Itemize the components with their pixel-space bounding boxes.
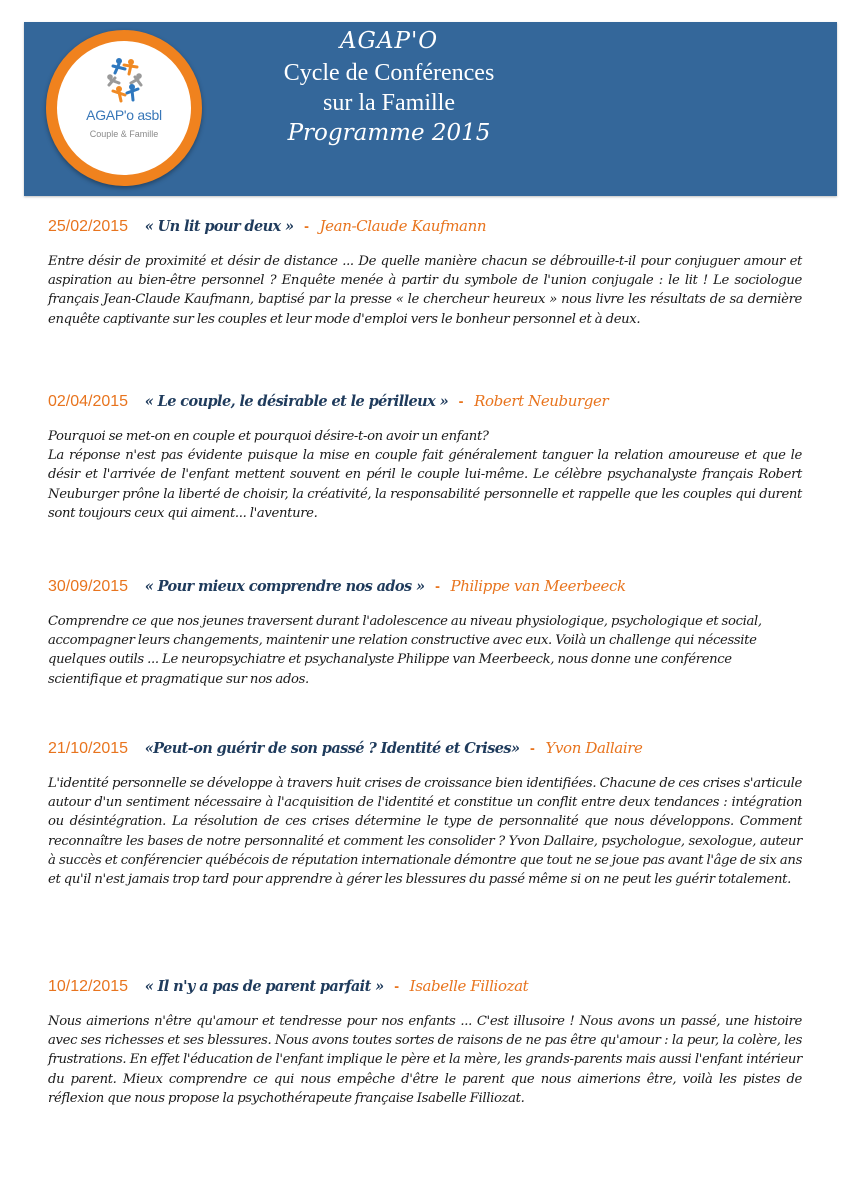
event-separator: - bbox=[458, 394, 464, 410]
logo-name: AGAP'o asbl bbox=[86, 107, 162, 123]
event-separator: - bbox=[304, 219, 309, 235]
event-description-block bbox=[48, 427, 802, 523]
event-title: «Peut-on guérir de son passé ? Identité et Crises» bbox=[144, 740, 520, 757]
event-speaker: Robert Neuburger bbox=[474, 392, 609, 410]
event-title: « Pour mieux comprendre nos ados » bbox=[144, 578, 425, 595]
logo bbox=[46, 30, 202, 186]
programme-title: Programme 2015 bbox=[287, 120, 491, 146]
event-date: 30/09/2015 bbox=[48, 578, 129, 595]
logo-tagline: Couple & Famille bbox=[89, 129, 159, 139]
org-title: AGAP'O bbox=[339, 28, 439, 54]
event-header bbox=[48, 390, 802, 413]
cycle-title-line-1: Cycle de Conférences bbox=[283, 60, 495, 86]
event-speaker: Yvon Dallaire bbox=[545, 739, 643, 757]
event-description: Nous aimerions n'être qu'amour et tendresse pour nos enfants ... C'est illusoire ! Nous avons un passé, une histoire avec ses richesses et ses blessures. Nous avons toutes sortes de raisons de ne pas être qu'amour : la peur, la colère, les frustrations. En effet l'éducation de l'enfant implique le père et la mère, les grands-parents mais aussi l'enfant intérieur du parent. Mieux comprendre ce qui nous empêche d'être le parent que nous aimerions être, voilà les pistes de réflexion que nous propose la psychothérapeute française Isabelle Filliozat. bbox=[48, 1014, 802, 1106]
event-item bbox=[48, 215, 802, 390]
event-separator: - bbox=[394, 979, 400, 995]
event-date: 10/12/2015 bbox=[48, 978, 129, 995]
event-item bbox=[48, 575, 802, 737]
event-title: « Le couple, le désirable et le périlleux » bbox=[144, 393, 449, 410]
event-date: 02/04/2015 bbox=[48, 393, 129, 410]
cycle-title-line-2: sur la Famille bbox=[323, 90, 455, 116]
event-header bbox=[48, 575, 802, 598]
event-title: « Il n'y a pas de parent parfait » bbox=[144, 978, 384, 995]
event-date: 25/02/2015 bbox=[48, 218, 129, 235]
header-banner bbox=[24, 22, 837, 196]
event-description: Entre désir de proximité et désir de distance ... De quelle manière chacun se débrouille-t-il pour conjuguer amour et aspiration au bien-être personnel ? Enquête menée à partir du symbole de l'union conjugale : le lit ! Le sociologue français Jean-Claude Kaufmann, baptisé par la presse « le chercheur heureux » nous livre les résultats de sa dernière enquête captivante sur les couples et leur mode d'emploi vers le bonheur personnel et à deux. bbox=[48, 254, 802, 327]
event-separator: - bbox=[435, 579, 440, 595]
event-date: 21/10/2015 bbox=[48, 740, 129, 757]
event-header bbox=[48, 737, 802, 760]
event-description: L'identité personnelle se développe à travers huit crises de croissance bien identifiées. Chacune de ces crises s'articule autour d'un sentiment nécessaire à l'acquisition de l'identité et constitue un conflit entre deux tendances : intégration ou désintégration. La résolution de ces crises détermine le type de personnalité que nous développons. Comment reconnaître les bases de notre personnalité et comment les consolider ? Yvon Dallaire, psychologue, sexologue, auteur à succès et conférencier québécois de réputation internationale démontre que tout ne se joue pas avant l'âge de six ans et qu'il n'est jamais trop tard pour apprendre à gérer les blessures du passé même si on ne peut les guérir totalement. bbox=[48, 776, 802, 888]
events-list bbox=[48, 215, 802, 1175]
event-title: « Un lit pour deux » bbox=[144, 218, 294, 235]
event-description: Comprendre ce que nos jeunes traversent durant l'adolescence au niveau physiologique, psychologique et social, accompagner leurs changements, maintenir une relation constructive avec eux. Voilà un challenge qui nécessite quelques outils ... Le neuropsychiatre et psychanalyste Philippe van Meerbeeck, nous donne une conférence scientifique et pragmatique sur nos ados. bbox=[48, 614, 762, 687]
event-separator: - bbox=[530, 741, 535, 757]
event-speaker: Philippe van Meerbeeck bbox=[450, 577, 626, 595]
event-speaker: Isabelle Filliozat bbox=[409, 977, 529, 995]
event-item bbox=[48, 975, 802, 1175]
event-description-intro: Pourquoi se met-on en couple et pourquoi désire-t-on avoir un enfant? bbox=[48, 429, 489, 444]
event-speaker: Jean-Claude Kaufmann bbox=[319, 217, 487, 235]
event-header bbox=[48, 975, 802, 998]
event-header bbox=[48, 215, 802, 238]
event-item bbox=[48, 737, 802, 975]
event-description: La réponse n'est pas évidente puisque la mise en couple fait généralement tanguer la relation amoureuse et que le désir et l'arrivée de l'enfant mettent souvent en péril le couple lui-même. Le célèbre psychanalyste français Robert Neuburger prône la liberté de choisir, la créativité, la responsabilité personnelle et rappelle que les couples qui durent sont toujours ceux qui aiment... l'aventure. bbox=[48, 448, 802, 521]
people-figures-icon bbox=[105, 57, 145, 103]
banner-title-block bbox=[254, 22, 524, 146]
event-item bbox=[48, 390, 802, 575]
